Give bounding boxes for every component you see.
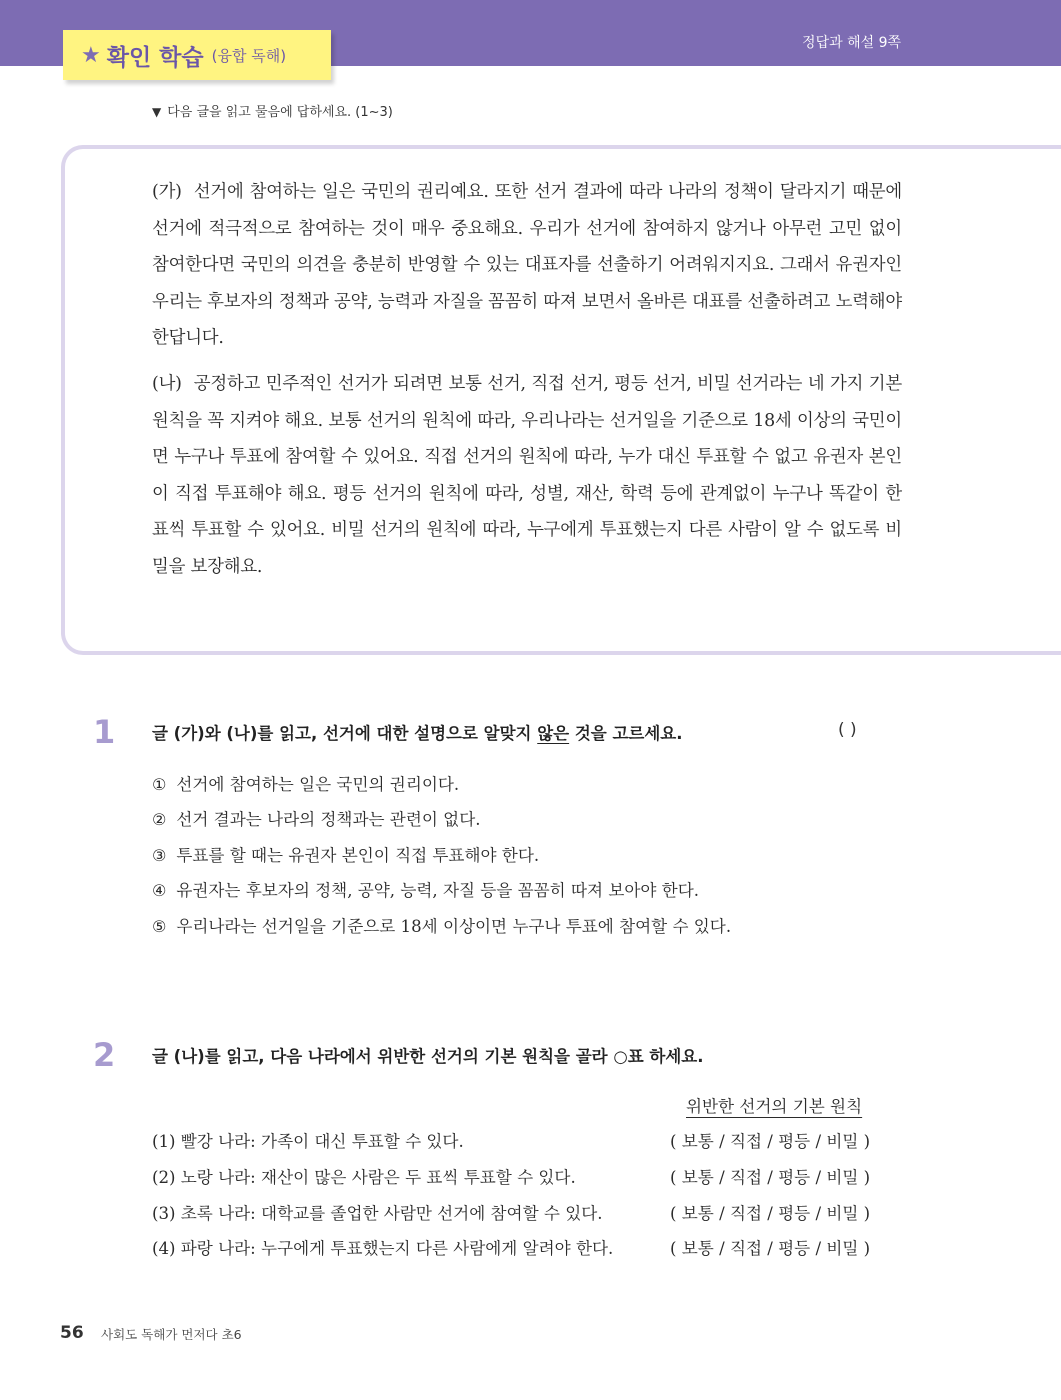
nation-item-text: (3) 초록 나라: 대학교를 졸업한 사람만 선거에 참여할 수 있다.: [152, 1204, 603, 1223]
choice-2[interactable]: [152, 806, 481, 830]
answer-blank[interactable]: ( ): [838, 720, 857, 740]
choice-3[interactable]: [152, 842, 539, 866]
question-1-text: [152, 720, 683, 744]
choice-mark: ④: [152, 881, 167, 900]
choice-mark: ①: [152, 775, 167, 794]
choice-text: 선거 결과는 나라의 정책과는 관련이 없다.: [176, 810, 481, 829]
principle-options[interactable]: ( 보통 / 직접 / 평등 / 비밀 ): [670, 1204, 871, 1223]
question-2-text: 글 (나)를 읽고, 다음 나라에서 위반한 선거의 기본 원칙을 골라 ○표 하세요.: [152, 1047, 704, 1066]
section-subtitle: (융합 독해): [211, 46, 287, 65]
section-title: 확인 학습: [106, 44, 204, 71]
instruction-text: 다음 글을 읽고 물음에 답하세요. (1~3): [167, 105, 393, 120]
question-2-number: 2: [93, 1036, 116, 1074]
question-1-text-after: 것을 고르세요.: [569, 724, 683, 743]
principle-options[interactable]: ( 보통 / 직접 / 평등 / 비밀 ): [670, 1168, 871, 1187]
choice-text: 유권자는 후보자의 정책, 공약, 능력, 자질 등을 꼼꼼히 따져 보아야 한다.: [176, 881, 700, 900]
choice-mark: ③: [152, 846, 167, 865]
question-1-text-before: 글 (가)와 (나)를 읽고, 선거에 대한 설명으로 알맞지: [152, 724, 538, 743]
answer-reference: 정답과 해설 9쪽: [802, 35, 901, 51]
passage-na-tag: (나): [152, 374, 182, 394]
section-title-box: [63, 30, 331, 80]
passage-na: [152, 366, 902, 585]
principle-options[interactable]: ( 보통 / 직접 / 평등 / 비밀 ): [670, 1132, 871, 1151]
passage-ga: [152, 174, 902, 357]
triangle-down-icon: ▼: [152, 105, 162, 119]
choice-mark: ②: [152, 810, 167, 829]
choice-text: 투표를 할 때는 유권자 본인이 직접 투표해야 한다.: [176, 846, 540, 865]
choice-mark: ⑤: [152, 917, 167, 936]
choice-text: 선거에 참여하는 일은 국민의 권리이다.: [176, 775, 460, 794]
book-title: 사회도 독해가 먼저다 초6: [101, 1327, 242, 1342]
principle-options[interactable]: ( 보통 / 직접 / 평등 / 비밀 ): [670, 1239, 871, 1258]
nation-item-text: (4) 파랑 나라: 누구에게 투표했는지 다른 사람에게 알려야 한다.: [152, 1239, 614, 1258]
choice-1[interactable]: [152, 771, 459, 795]
nation-item-text: (2) 노랑 나라: 재산이 많은 사람은 두 표씩 투표할 수 있다.: [152, 1168, 576, 1187]
choice-5[interactable]: [152, 913, 731, 937]
star-icon: ★: [81, 42, 101, 68]
choice-text: 우리나라는 선거일을 기준으로 18세 이상이면 누구나 투표에 참여할 수 있다.: [176, 917, 732, 936]
question-1-underlined-word: 않은: [537, 724, 570, 743]
nation-item-text: (1) 빨강 나라: 가족이 대신 투표할 수 있다.: [152, 1132, 464, 1151]
choice-4[interactable]: [152, 877, 699, 901]
passage-na-text: 공정하고 민주적인 선거가 되려면 보통 선거, 직접 선거, 평등 선거, 비밀 선거라는 네 가지 기본 원칙을 꼭 지켜야 해요. 보통 선거의 원칙에 따라, 우리나라는 선거일을 기준으로 18세 이상의 국민이면 누구나 투표에 참여할 수 있어요. 직접 선거의 원칙에 따라, 누가 대신 투표할 수 없고 유권자 본인이 직접 투표해야 해요. 평등 선거의 원칙에 따라, 성별, 재산, 학력 등에 관계없이 누구나 똑같이 한 표씩 투표할 수 있어요. 비밀 선거의 원칙에 따라, 누구에게 투표했는지 다른 사람이 알 수 없도록 비밀을 보장해요.: [152, 374, 902, 577]
passage-ga-tag: (가): [152, 182, 182, 202]
principle-column-header: 위반한 선거의 기본 원칙: [686, 1097, 863, 1116]
question-1-number: 1: [93, 713, 116, 751]
page-number: 56: [60, 1323, 84, 1343]
passage-ga-text: 선거에 참여하는 일은 국민의 권리예요. 또한 선거 결과에 따라 나라의 정책이 달라지기 때문에 선거에 적극적으로 참여하는 것이 매우 중요해요. 우리가 선거에 참여하지 않거나 아무런 고민 없이 참여한다면 국민의 의견을 충분히 반영할 수 있는 대표자를 선출하기 어려워지지요. 그래서 유권자인 우리는 후보자의 정책과 공약, 능력과 자질을 꼼꼼히 따져 보면서 올바른 대표를 선출하려고 노력해야 한답니다.: [152, 182, 902, 348]
instruction-line: [152, 101, 393, 120]
